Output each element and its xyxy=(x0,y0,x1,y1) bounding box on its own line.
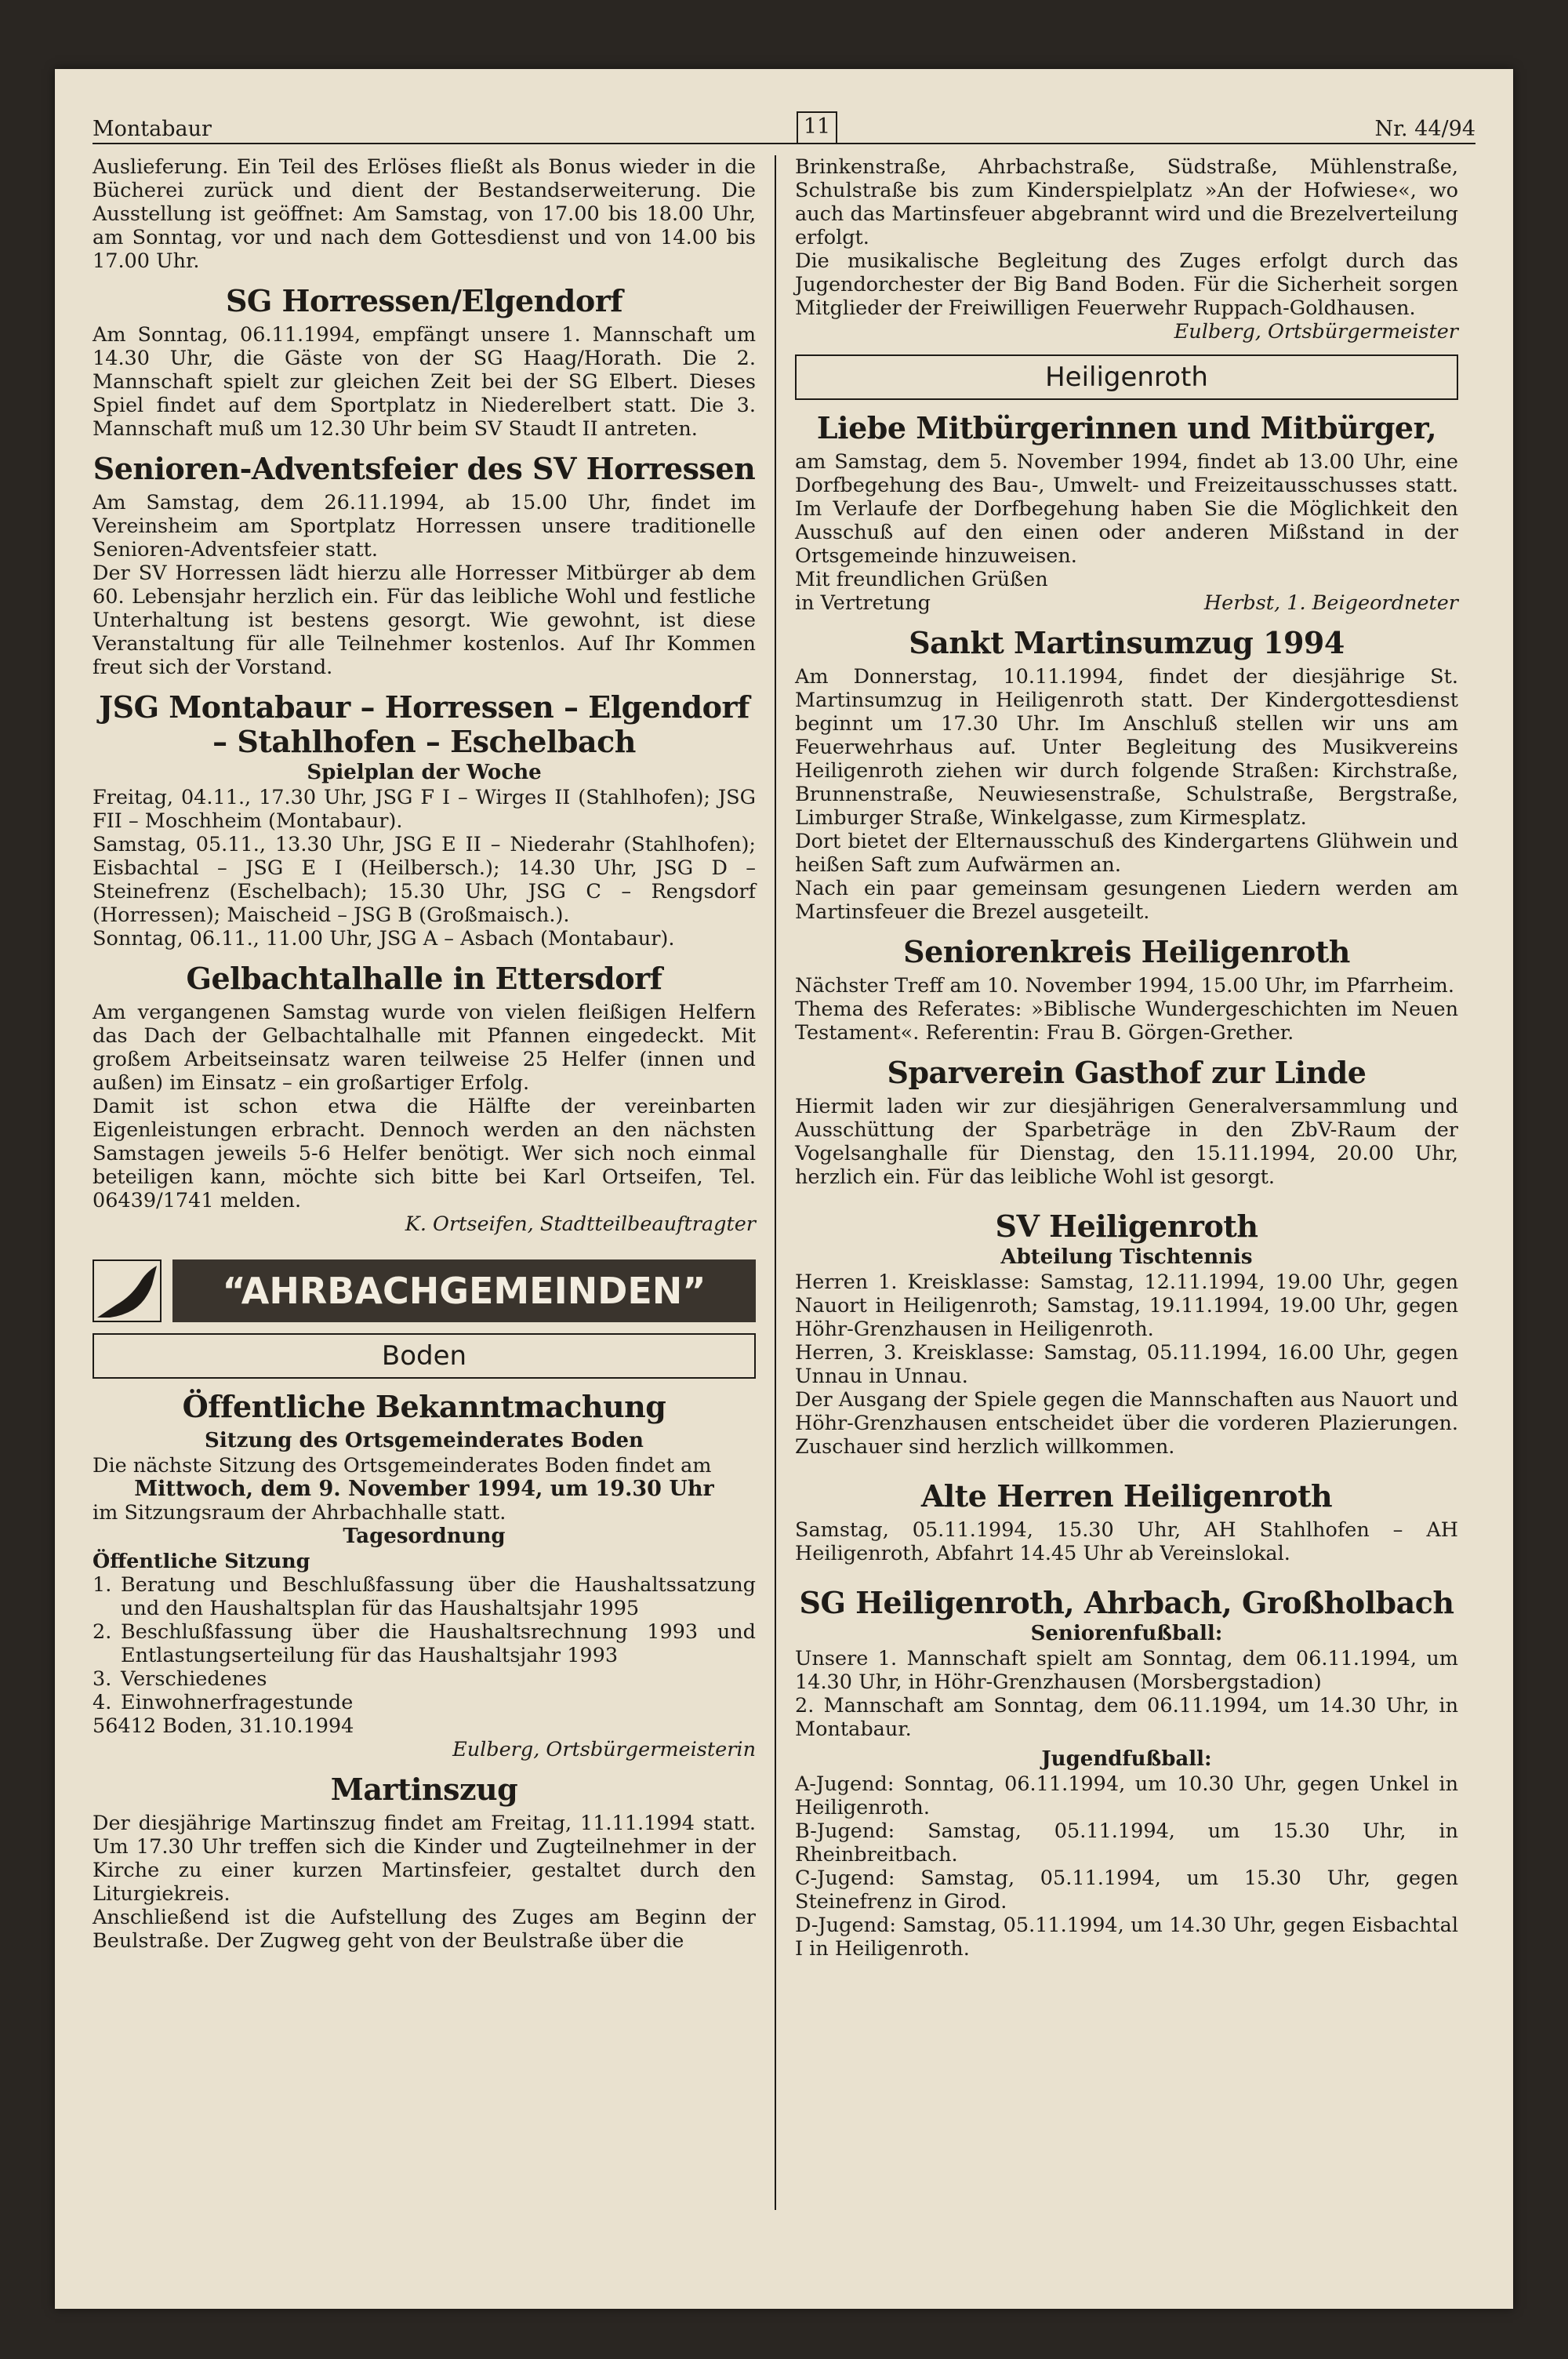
sv-heiligenroth-title: SV Heiligenroth xyxy=(995,1209,1258,1244)
header-rule xyxy=(93,143,1475,144)
sgh-b-jugend: B-Jugend: Samstag, 05.11.1994, um 15.30 Uhr, in Rheinbreitbach. xyxy=(795,1819,1458,1866)
sankt-martin-title: Sankt Martinsumzug 1994 xyxy=(909,625,1345,660)
sgh-a-jugend: A-Jugend: Sonntag, 06.11.1994, um 10.30 Uhr, gegen Unkel in Heiligenroth. xyxy=(795,1772,1458,1819)
liebe-vertretung: in Vertretung xyxy=(795,591,931,615)
right-column xyxy=(795,155,1458,1961)
gelbachtal-title: Gelbachtalhalle in Ettersdorf xyxy=(186,961,662,996)
sgh-c-jugend: C-Jugend: Samstag, 05.11.1994, um 15.30 Uhr, gegen Steinefrenz in Girod. xyxy=(795,1866,1458,1914)
boden-heading-box: Boden xyxy=(93,1333,756,1379)
agenda-list xyxy=(93,1573,756,1714)
intro-paragraph: Auslieferung. Ein Teil des Erlöses fließt als Bonus wieder in die Bücherei zurück und dient der Bestandserweiterung. Die Ausstellung ist geöffnet: Am Samstag, von 17.00 bis 18.00 Uhr, am Sonntag, vor und nach dem Gottesdienst und von 14.00 bis 17.00 Uhr. xyxy=(93,155,756,273)
sankt-martin-paragraph-3: Nach ein paar gemeinsam gesungenen Liedern werden am Martinsfeuer die Brezel ausgeteilt. xyxy=(795,877,1458,924)
advent-paragraph-2: Der SV Horressen lädt hierzu alle Horresser Mitbürger ab dem 60. Lebensjahr herzlich ein. Für das leibliche Wohl und festliche Unterhaltung ist bestens gesorgt. Wie gewohnt, ist diese Veranstaltung für alle Teilnehmer kostenlos. Auf Ihr Kommen freut sich der Vorstand. xyxy=(93,562,756,679)
sankt-martin-paragraph-2: Dort bietet der Elternausschuß des Kindergartens Glühwein und heißen Saft zum Aufwärmen an. xyxy=(795,830,1458,877)
jsg-paragraph-3: Sonntag, 06.11., 11.00 Uhr, JSG A – Asbach (Montabaur). xyxy=(93,927,675,951)
martinszug-paragraph-1: Der diesjährige Martinszug findet am Freitag, 11.11.1994 statt. Um 17.30 Uhr treffen sich die Kinder und Zugteilnehmer in der Kirche zu einer kurzen Martinsfeier, gestaltet durch den Liturgiekreis. xyxy=(93,1812,756,1906)
sg-heiligenroth-title: SG Heiligenroth, Ahrbach, Großholbach xyxy=(799,1585,1454,1620)
seniorenkreis-paragraph-2: Thema des Referates: »Biblische Wundergeschichten im Neuen Testament«. Referentin: Frau B. Görgen-Grether. xyxy=(795,998,1458,1045)
martinszug-signature: Eulberg, Ortsbürgermeister xyxy=(1174,320,1458,343)
liebe-signature: Herbst, 1. Beigeordneter xyxy=(1203,591,1458,615)
jsg-paragraph-1: Freitag, 04.11., 17.30 Uhr, JSG F I – Wirges II (Stahlhofen); JSG FII – Moschheim (Montabaur). xyxy=(93,786,756,833)
sg-horressen-title: SG Horressen/Elgendorf xyxy=(225,283,623,318)
oeffentliche-sitzung-label: Öffentliche Sitzung xyxy=(93,1550,310,1573)
issue-number: Nr. 44/94 xyxy=(1374,117,1475,141)
sg-horressen-text: Am Sonntag, 06.11.1994, empfängt unsere 1. Mannschaft um 14.30 Uhr, die Gäste von der SG Haag/Horath. Die 2. Mannschaft spielt zur gleichen Zeit bei der SG Elbert. Dieses Spiel findet auf dem Sportplatz in Niederelbert statt. Die 3. Mannschaft muß um 12.30 Uhr beim SV Staudt II antreten. xyxy=(93,323,756,441)
sgh-paragraph-2: 2. Mannschaft am Sonntag, dem 06.11.1994, um 14.30 Uhr, in Montabaur. xyxy=(795,1694,1458,1741)
jsg-title xyxy=(93,690,756,759)
gelbachtal-paragraph-2: Damit ist schon etwa die Hälfte der vereinbarten Eigenleistungen erbracht. Dennoch werden an den nächsten Samstagen jeweils 5-6 Helfer benötigt. Wer sich noch einmal beteiligen kann, möchte sich bitte bei Karl Ortseifen, Tel. 06439/1741 melden. xyxy=(93,1095,756,1212)
sv-heiligenroth-subtitle: Abteilung Tischtennis xyxy=(1000,1245,1253,1269)
sankt-martin-paragraph-1: Am Donnerstag, 10.11.1994, findet der diesjährige St. Martinsumzug in Heiligenroth statt. Der Kindergottesdienst beginnt um 17.30 Uhr. Im Anschluß stellen wir uns am Feuerwehrhaus auf. Unter Begleitung des Musikvereins Heiligenroth ziehen wir durch folgende Straßen: Kirchstraße, Brunnenstraße, Neuwiesenstraße, Schulstraße, Bergstraße, Limburger Straße, Winkelgasse, zum Kirmesplatz. xyxy=(795,665,1458,830)
tagesordnung-heading: Tagesordnung xyxy=(343,1525,506,1548)
liebe-title: Liebe Mitbürgerinnen und Mitbürger, xyxy=(816,410,1437,445)
jsg-subtitle: Spielplan der Woche xyxy=(307,761,542,784)
martinszug-continued-1: Brinkenstraße, Ahrbachstraße, Südstraße, Mühlenstraße, Schulstraße bis zum Kinderspielplatz »An der Hofwiese«, wo auch das Martinsfeuer abgebrannt wird und die Brezelverteilung erfolgt. xyxy=(795,155,1458,249)
agenda-item: 4. Einwohnerfragestunde xyxy=(93,1691,354,1714)
seniorenkreis-paragraph-1: Nächster Treff am 10. November 1994, 15.00 Uhr, im Pfarrheim. xyxy=(795,974,1454,998)
bekanntmachung-subtitle: Sitzung des Ortsgemeinderates Boden xyxy=(205,1429,644,1452)
heiligenroth-heading-box: Heiligenroth xyxy=(795,354,1458,400)
martinszug-continued-2: Die musikalische Begleitung des Zuges erfolgt durch das Jugendorchester der Big Band Boden. Für die Sicherheit sorgen Mitglieder der Freiwilligen Feuerwehr Ruppach-Goldhausen. xyxy=(795,249,1458,320)
jsg-title-line-2: – Stahlhofen – Eschelbach xyxy=(212,724,636,759)
sparverein-title: Sparverein Gasthof zur Linde xyxy=(887,1055,1367,1090)
gelbachtal-signature: K. Ortseifen, Stadtteilbeauftragter xyxy=(405,1212,756,1236)
gelbachtal-paragraph-1: Am vergangenen Samstag wurde von vielen fleißigen Helfern das Dach der Gelbachtalhalle mit Pfannen eingedeckt. Mit großem Arbeitseinsatz waren teilweise 25 Helfer (innen und außen) im Einsatz – ein großartiger Erfolg. xyxy=(93,1001,756,1095)
alte-herren-paragraph: Samstag, 05.11.1994, 15.30 Uhr, AH Stahlhofen – AH Heiligenroth, Abfahrt 14.45 Uhr ab Vereinslokal. xyxy=(795,1518,1458,1565)
sgh-paragraph-1: Unsere 1. Mannschaft spielt am Sonntag, dem 06.11.1994, um 14.30 Uhr, in Höhr-Grenzhausen (Morsbergstadion) xyxy=(795,1647,1458,1694)
martinszug-title: Martinszug xyxy=(330,1772,518,1807)
page-number: 11 xyxy=(797,111,837,144)
jugend-fussball-heading: Jugendfußball: xyxy=(1041,1747,1212,1771)
header-place: Montabaur xyxy=(93,117,212,141)
advent-title: Senioren-Adventsfeier des SV Horressen xyxy=(93,451,756,486)
liebe-paragraph: am Samstag, dem 5. November 1994, findet ab 13.00 Uhr, eine Dorfbegehung des Bau-, Umwelt- und Freizeitausschusses statt. Im Verlaufe der Dorfbegehung haben Sie die Möglichkeit den Ausschuß auf den einen oder anderen Mißstand in der Ortsgemeinde hinzuweisen. xyxy=(795,450,1458,568)
liebe-greeting: Mit freundlichen Grüßen xyxy=(795,568,1048,591)
bekanntmachung-location: im Sitzungsraum der Ahrbachhalle statt. xyxy=(93,1501,506,1525)
bekanntmachung-intro: Die nächste Sitzung des Ortsgemeinderates Boden findet am xyxy=(93,1454,712,1478)
sv-paragraph-1: Herren 1. Kreisklasse: Samstag, 12.11.1994, 19.00 Uhr, gegen Nauort in Heiligenroth; Samstag, 19.11.1994, 19.00 Uhr, gegen Höhr-Grenzhausen in Heiligenroth. xyxy=(795,1270,1458,1341)
left-column xyxy=(93,155,756,1953)
bekanntmachung-place-date: 56412 Boden, 31.10.1994 xyxy=(93,1714,354,1738)
bekanntmachung-date: Mittwoch, dem 9. November 1994, um 19.30 Uhr xyxy=(134,1477,714,1501)
agenda-item: 2. Beschlußfassung über die Haushaltsrechnung 1993 und Entlastungserteilung für das Haushaltsjahr 1993 xyxy=(93,1620,756,1667)
liebe-signature-row xyxy=(795,591,1458,615)
column-divider xyxy=(775,155,776,2210)
jsg-title-line-1: JSG Montabaur – Horressen – Elgendorf xyxy=(99,689,750,725)
jsg-paragraph-2: Samstag, 05.11., 13.30 Uhr, JSG E II – Niederahr (Stahlhofen); Eisbachtal – JSG E I (Heilbersch.); 14.30 Uhr, JSG D – Steinefrenz (Eschelbach); 15.30 Uhr, JSG C – Rengsdorf (Horressen); Maischeid – JSG B (Großmaisch.). xyxy=(93,833,756,927)
bekanntmachung-title: Öffentliche Bekanntmachung xyxy=(182,1389,666,1424)
alte-herren-title: Alte Herren Heiligenroth xyxy=(920,1478,1333,1514)
ahrbach-banner-text: “AHRBACHGEMEINDEN” xyxy=(172,1259,756,1322)
agenda-item: 1. Beratung und Beschlußfassung über die Haushaltssatzung und den Haushaltsplan für das Haushaltsjahr 1995 xyxy=(93,1573,756,1620)
sv-paragraph-2: Herren, 3. Kreisklasse: Samstag, 05.11.1994, 16.00 Uhr, gegen Unnau in Unnau. xyxy=(795,1341,1458,1388)
newspaper-page xyxy=(55,69,1513,2309)
ahrbach-logo-icon xyxy=(93,1259,162,1322)
martinszug-paragraph-2: Anschließend ist die Aufstellung des Zuges am Beginn der Beulstraße. Der Zugweg geht von der Beulstraße über die xyxy=(93,1906,756,1953)
ahrbach-banner xyxy=(93,1259,756,1322)
sgh-d-jugend: D-Jugend: Samstag, 05.11.1994, um 14.30 Uhr, gegen Eisbachtal I in Heiligenroth. xyxy=(795,1914,1458,1961)
sparverein-paragraph: Hiermit laden wir zur diesjährigen Generalversammlung und Ausschüttung der Sparbeträge in den ZbV-Raum der Vogelsanghalle für Dienstag, den 15.11.1994, 20.00 Uhr, herzlich ein. Für das leibliche Wohl ist gesorgt. xyxy=(795,1095,1458,1189)
agenda-item: 3. Verschiedenes xyxy=(93,1667,267,1691)
sv-paragraph-3: Der Ausgang der Spiele gegen die Mannschaften aus Nauort und Höhr-Grenzhausen entscheidet über die vorderen Plazierungen. Zuschauer sind herzlich willkommen. xyxy=(795,1388,1458,1459)
senioren-fussball-heading: Seniorenfußball: xyxy=(1030,1622,1223,1645)
seniorenkreis-title: Seniorenkreis Heiligenroth xyxy=(903,934,1350,969)
advent-paragraph-1: Am Samstag, dem 26.11.1994, ab 15.00 Uhr, findet im Vereinsheim am Sportplatz Horressen unsere traditionelle Senioren-Adventsfeier statt. xyxy=(93,491,756,562)
page-header xyxy=(93,114,1475,144)
bekanntmachung-signature: Eulberg, Ortsbürgermeisterin xyxy=(452,1738,756,1761)
